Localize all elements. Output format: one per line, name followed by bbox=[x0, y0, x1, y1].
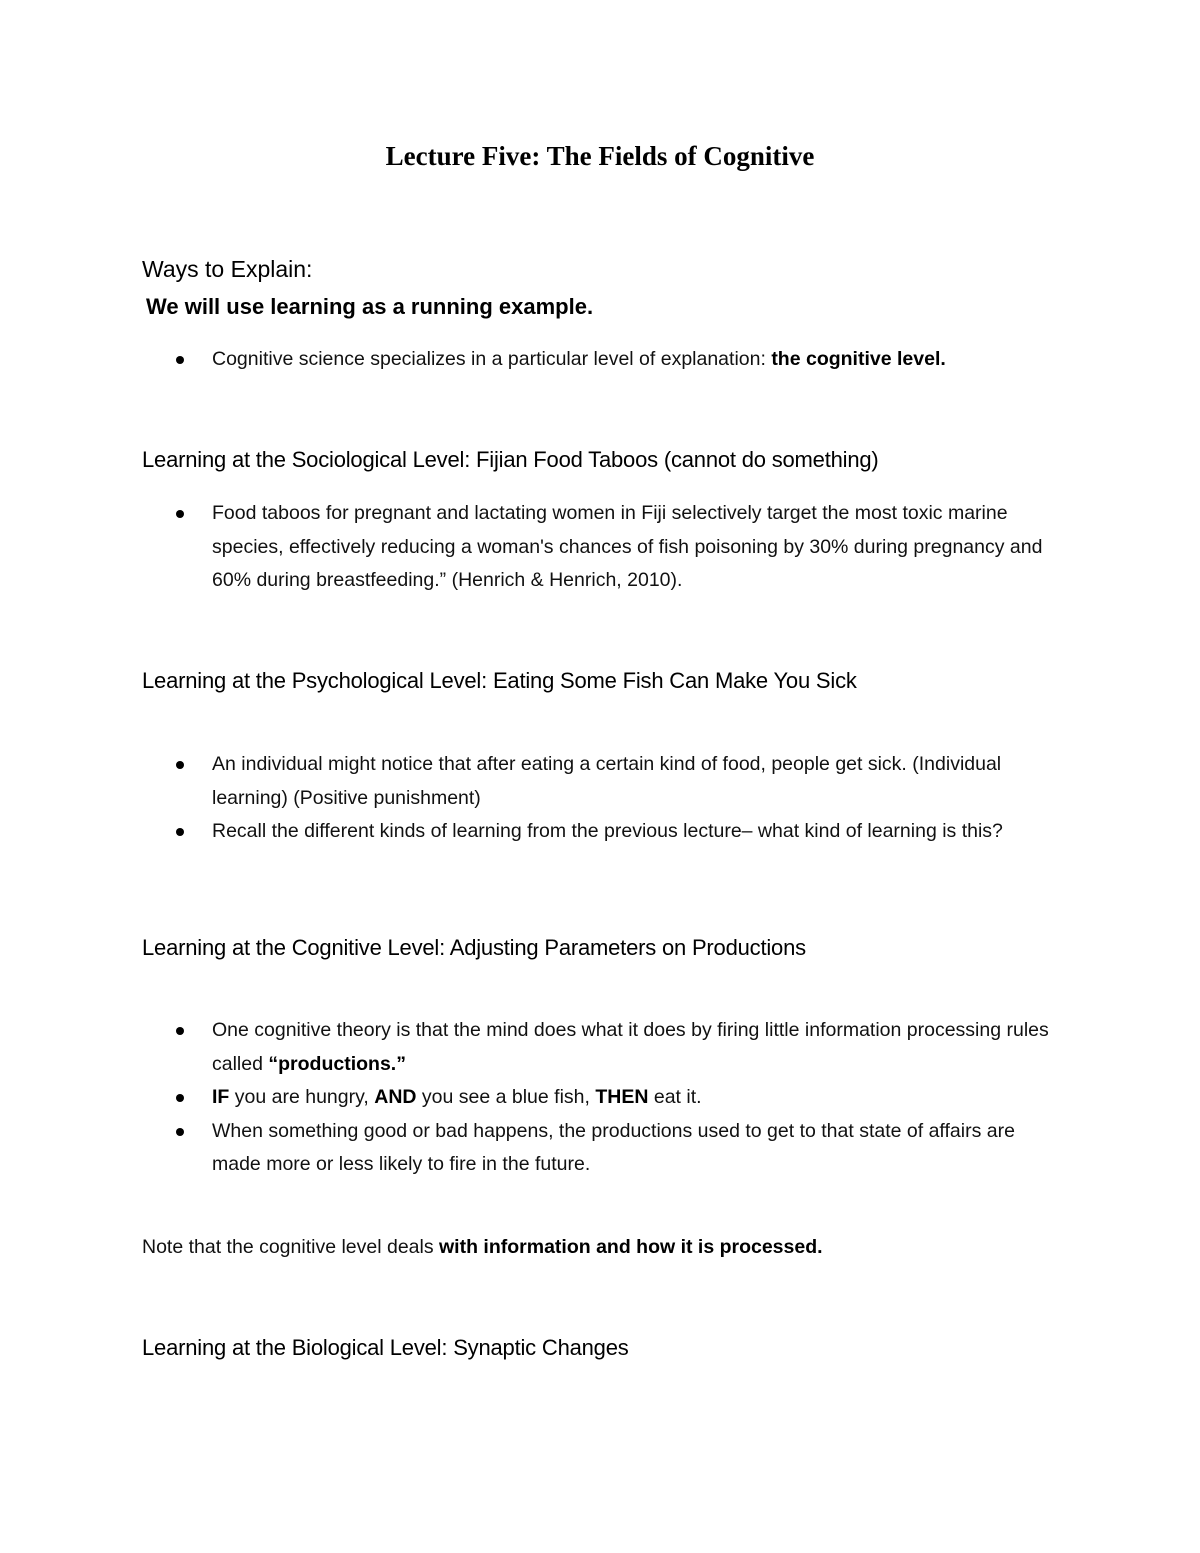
psychological-heading: Learning at the Psychological Level: Eating Some Fish Can Make You Sick bbox=[142, 668, 857, 693]
intro-bullet-text: Cognitive science specializes in a particular level of explanation: bbox=[212, 348, 772, 370]
sociological-heading: Learning at the Sociological Level: Fijian Food Taboos (cannot do something) bbox=[142, 447, 879, 472]
bullet-icon bbox=[176, 828, 184, 836]
and-keyword: AND bbox=[374, 1086, 417, 1108]
bullet-icon bbox=[176, 1027, 184, 1035]
ways-to-explain-label: Ways to Explain: bbox=[142, 256, 313, 282]
sociological-bullet-text: Food taboos for pregnant and lactating women in Fiji selectively target the most toxic marine species, effectively reducing a woman's chances of fish poisoning by 30% during pregnancy and 60% during breastfeeding.” (Henrich & Henrich, 2010). bbox=[212, 502, 1043, 591]
intro-bullet-bold: the cognitive level. bbox=[771, 348, 946, 370]
list-item bbox=[170, 343, 1050, 377]
list-item bbox=[170, 1115, 1050, 1182]
rule-text: you see a blue fish, bbox=[416, 1086, 596, 1108]
page-title: Lecture Five: The Fields of Cognitive bbox=[385, 141, 815, 171]
note-bold: with information and how it is processed. bbox=[439, 1236, 823, 1258]
running-example-subtitle: We will use learning as a running example. bbox=[146, 294, 594, 319]
psychological-bullet-text: An individual might notice that after eating a certain kind of food, people get sick. (Individual learning) (Positive punishment) bbox=[212, 753, 1002, 809]
intro-bullet-list bbox=[170, 343, 1050, 377]
cognitive-heading: Learning at the Cognitive Level: Adjusting Parameters on Productions bbox=[142, 935, 806, 960]
list-item bbox=[170, 748, 1050, 815]
then-keyword: THEN bbox=[595, 1086, 649, 1108]
list-item bbox=[170, 1014, 1050, 1081]
cognitive-note bbox=[142, 1232, 823, 1262]
cognitive-bullet-text: When something good or bad happens, the productions used to get to that state of affairs are made more or less likely to fire in the future. bbox=[212, 1119, 1015, 1175]
psychological-bullet-list bbox=[170, 748, 1050, 849]
cognitive-bullet-text: One cognitive theory is that the mind does what it does by firing little information processing rules called bbox=[212, 1019, 1049, 1075]
list-item bbox=[170, 1081, 1050, 1115]
bullet-icon bbox=[176, 510, 184, 518]
productions-term: “productions.” bbox=[268, 1052, 406, 1075]
rule-text: you are hungry, bbox=[229, 1086, 375, 1108]
cognitive-bullet-list bbox=[170, 1014, 1050, 1182]
list-item bbox=[170, 497, 1050, 598]
bullet-icon bbox=[176, 1128, 184, 1136]
bullet-icon bbox=[176, 761, 184, 769]
list-item bbox=[170, 815, 1050, 849]
note-text: Note that the cognitive level deals bbox=[142, 1236, 440, 1258]
rule-text: eat it. bbox=[648, 1086, 702, 1108]
bullet-icon bbox=[176, 356, 184, 364]
psychological-bullet-text: Recall the different kinds of learning from the previous lecture– what kind of learning is this? bbox=[212, 820, 1003, 842]
if-keyword: IF bbox=[212, 1086, 230, 1108]
biological-heading: Learning at the Biological Level: Synaptic Changes bbox=[142, 1335, 629, 1360]
bullet-icon bbox=[176, 1094, 184, 1102]
sociological-bullet-list bbox=[170, 497, 1050, 598]
